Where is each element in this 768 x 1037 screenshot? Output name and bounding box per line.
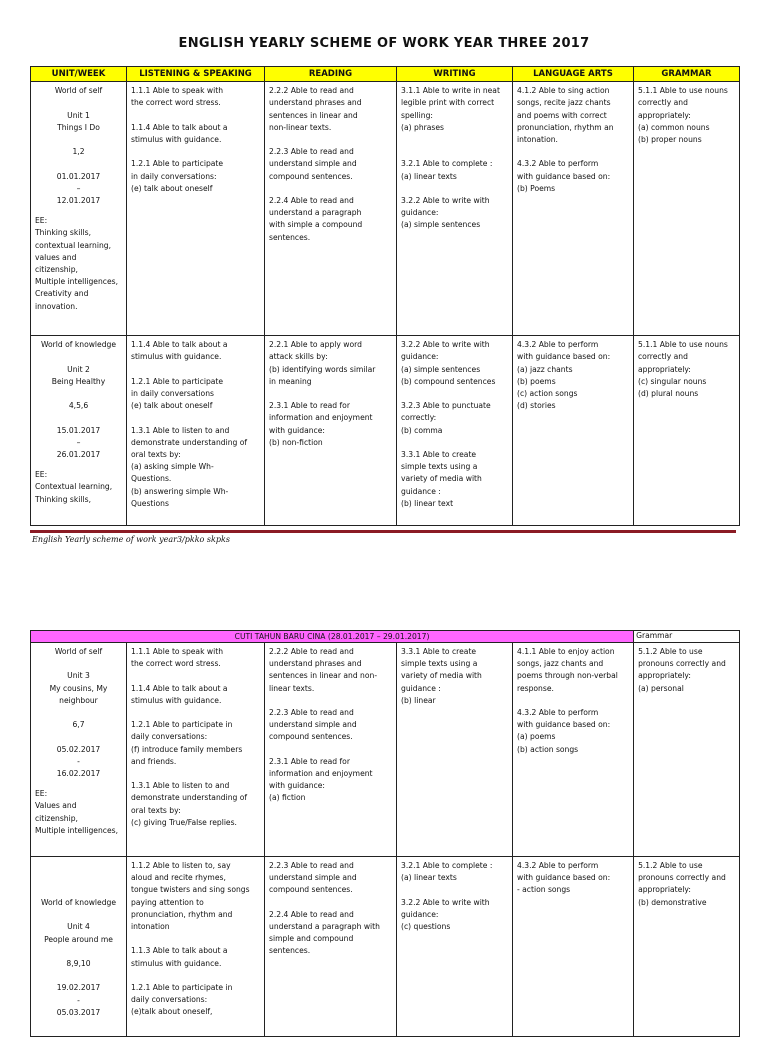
writing-cell: 3.1.1 Able to write in neat legible print with correct spelling: (a) phrases 3.2.1 Able to complete : (a) linear texts 3.2.2 Able to write with guidance: (a) simple sentences	[397, 82, 513, 336]
table-row	[31, 857, 740, 1037]
listening-cell: 1.1.1 Able to speak with the correct word stress. 1.1.4 Able to talk about a stimulus with guidance. 1.2.1 Able to participate in daily conversations: (e) talk about oneself	[127, 82, 265, 336]
unit-week-cell	[31, 857, 127, 1037]
reading-cell: 2.2.2 Able to read and understand phrases and sentences in linear and non- linear texts. 2.2.3 Able to read and understand simple and compound sentences. 2.3.1 Able to read for information and enjoyment with guidance: (a) fiction	[265, 643, 397, 857]
grammar-cell: 5.1.1 Able to use nouns correctly and appropriately: (c) singular nouns (d) plural nouns	[634, 336, 740, 526]
grammar-cell: 5.1.1 Able to use nouns correctly and appropriately: (a) common nouns (b) proper nouns	[634, 82, 740, 336]
language-arts-cell: 4.1.2 Able to sing action songs, recite jazz chants and poems with correct pronunciation, rhythm an intonation. 4.3.2 Able to perform with guidance based on: (b) Poems	[513, 82, 634, 336]
reading-cell: 2.2.2 Able to read and understand phrases and sentences in linear and non-linear texts. 2.2.3 Able to read and understand simple and compound sentences. 2.2.4 Able to read and understand a paragraph with simple a compound sentences.	[265, 82, 397, 336]
table-row	[31, 82, 740, 336]
language-arts-cell: 4.3.2 Able to perform with guidance based on: (a) jazz chants (b) poems (c) action songs (d) stories	[513, 336, 634, 526]
header-language-arts: LANGUAGE ARTS	[513, 67, 634, 82]
header-writing: WRITING	[397, 67, 513, 82]
unit-week-cell	[31, 82, 127, 336]
banner-grammar-label: Grammar	[634, 631, 740, 643]
unit-info: World of self Unit 1 Things I Do 1,2 01.01.2017 – 12.01.2017	[54, 86, 103, 206]
holiday-banner: CUTI TAHUN BARU CINA (28.01.2017 – 29.01.2017)	[31, 631, 634, 643]
ee-info: EE: Contextual learning, Thinking skills,	[35, 470, 113, 504]
unit-week-cell	[31, 336, 127, 526]
grammar-cell: 5.1.2 Able to use pronouns correctly and appropriately: (a) personal	[634, 643, 740, 857]
unit-week-cell	[31, 643, 127, 857]
table-row	[31, 336, 740, 526]
language-arts-cell: 4.1.1 Able to enjoy action songs, jazz chants and poems through non-verbal response. 4.3.2 Able to perform with guidance based on: (a) poems (b) action songs	[513, 643, 634, 857]
holiday-banner-row	[31, 631, 740, 643]
header-reading: READING	[265, 67, 397, 82]
ee-info: EE: Thinking skills, contextual learning, values and citizenship, Multiple intelligences, Creativity and innovation.	[35, 216, 119, 311]
reading-cell: 2.2.3 Able to read and understand simple and compound sentences. 2.2.4 Able to read and understand a paragraph with simple and compound sentences.	[265, 857, 397, 1037]
footer-divider	[30, 530, 736, 533]
ee-info: EE: Values and citizenship, Multiple intelligences,	[35, 789, 119, 835]
header-listening-speaking: LISTENING & SPEAKING	[127, 67, 265, 82]
unit-info: World of knowledge Unit 2 Being Healthy 4,5,6 15.01.2017 – 26.01.2017	[40, 340, 117, 460]
header-unit-week: UNIT/WEEK	[31, 67, 127, 82]
scheme-table-2	[30, 630, 740, 1037]
listening-cell: 1.1.4 Able to talk about a stimulus with guidance. 1.2.1 Able to participate in daily conversations (e) talk about oneself 1.3.1 Able to listen to and demonstrate understanding of oral texts by: (a) asking simple Wh- Questions. (b) answering simple Wh- Questions	[127, 336, 265, 526]
writing-cell: 3.2.1 Able to complete : (a) linear texts 3.2.2 Able to write with guidance: (c) questions	[397, 857, 513, 1037]
header-grammar: GRAMMAR	[634, 67, 740, 82]
listening-cell: 1.1.1 Able to speak with the correct word stress. 1.1.4 Able to talk about a stimulus with guidance. 1.2.1 Able to participate in daily conversations: (f) introduce family members and friends. 1.3.1 Able to listen to and demonstrate understanding of oral texts by: (c) giving True/False replies.	[127, 643, 265, 857]
page-footer: English Yearly scheme of work year3/pkko skpks	[32, 535, 230, 544]
writing-cell: 3.3.1 Able to create simple texts using a variety of media with guidance : (b) linear	[397, 643, 513, 857]
language-arts-cell: 4.3.2 Able to perform with guidance based on: - action songs	[513, 857, 634, 1037]
listening-cell: 1.1.2 Able to listen to, say aloud and recite rhymes, tongue twisters and sing songs paying attention to pronunciation, rhythm and intonation 1.1.3 Able to talk about a stimulus with guidance. 1.2.1 Able to participate in daily conversations: (e)talk about oneself,	[127, 857, 265, 1037]
scheme-table-1	[30, 66, 740, 526]
table-header-row	[31, 67, 740, 82]
grammar-cell: 5.1.2 Able to use pronouns correctly and appropriately: (b) demonstrative	[634, 857, 740, 1037]
unit-info: World of self Unit 3 My cousins, My neighbour 6,7 05.02.2017 - 16.02.2017	[49, 647, 108, 779]
reading-cell: 2.2.1 Able to apply word attack skills by: (b) identifying words similar in meaning 2.3.1 Able to read for information and enjoyment with guidance: (b) non-fiction	[265, 336, 397, 526]
unit-info: World of knowledge Unit 4 People around me 8,9,10 19.02.2017 - 05.03.2017	[40, 898, 117, 1017]
page-title: ENGLISH YEARLY SCHEME OF WORK YEAR THREE 2017	[178, 36, 590, 51]
table-row	[31, 643, 740, 857]
writing-cell: 3.2.2 Able to write with guidance: (a) simple sentences (b) compound sentences 3.2.3 Able to punctuate correctly: (b) comma 3.3.1 Able to create simple texts using a variety of media with guidance : (b) linear text	[397, 336, 513, 526]
